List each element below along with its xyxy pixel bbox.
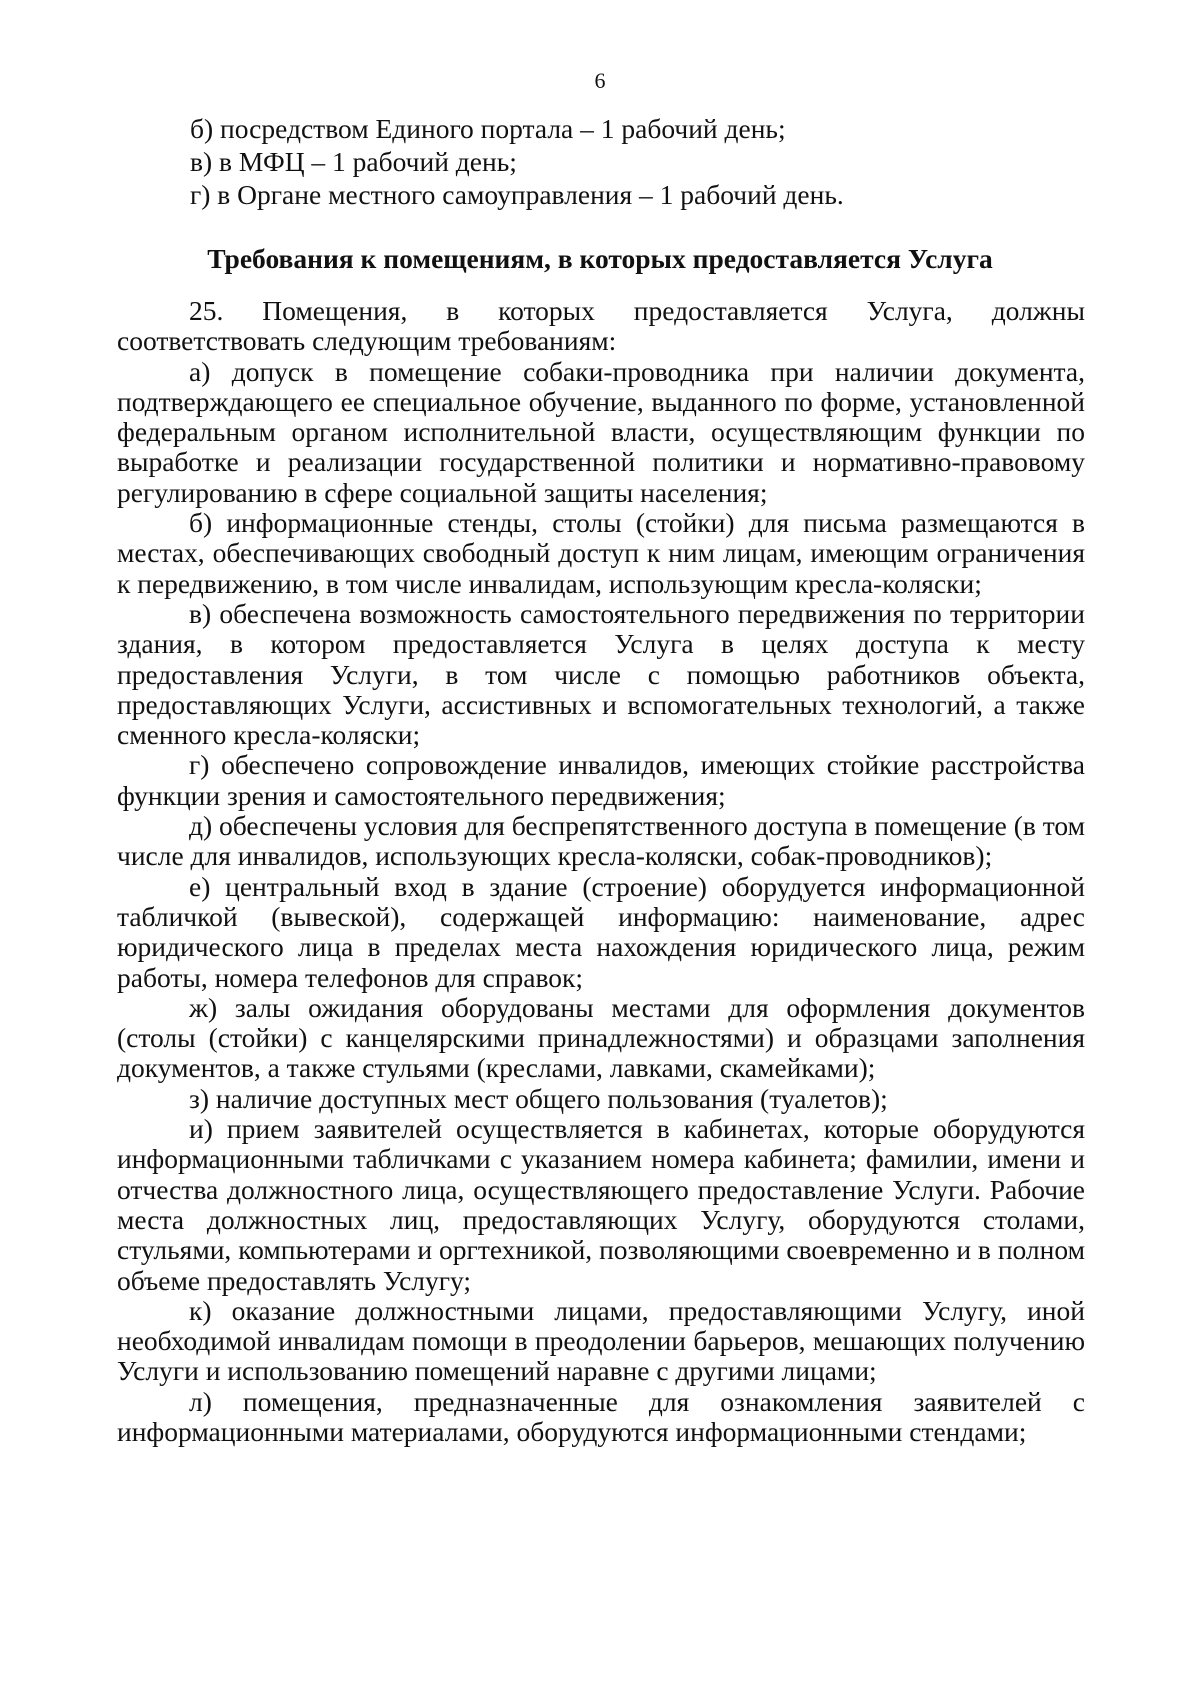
paragraph-item-z: з) наличие доступных мест общего пользования (туалетов); [189,1082,888,1114]
section-heading: Требования к помещениям, в которых предоставляется Услуга [207,243,993,274]
deadline-item: б) посредством Единого портала – 1 рабочий день; [190,113,786,144]
paragraph-item-v: в) обеспечена возможность самостоятельного передвижения по территории здания, в котором предоставляется Услуга в целях доступа к месту предоставления Услуги, в том числе с помощью работников объекта, предоставляющих Услуги, ассистивных и вспомогательных технологий, а также сменного кресла-коляски; [117,597,1085,751]
deadline-list [190,112,1090,211]
paragraph-25-intro: 25. Помещения, в которых предоставляется Услуга, должны соответствовать следующим требованиям: [117,295,1085,357]
paragraph-item-a: а) допуск в помещение собаки-проводника при наличии документа, подтверждающего ее специальное обучение, выданного по форме, установленной федеральным органом исполнительной власти, осуществляющим функции по выработке и реализации государственной политики и нормативно-правовому регулированию в сфере социальной защиты населения; [117,355,1085,508]
paragraph-item-k: к) оказание должностными лицами, предоставляющими Услугу, иной необходимой инвалидам помощи в преодолении барьеров, мешающих получению Услуги и использованию помещений наравне с другими лицами; [117,1294,1085,1387]
paragraph-item-d: д) обеспечены условия для беспрепятственного доступа в помещение (в том числе для инвалидов, использующих кресла-коляски, собак-проводников); [117,810,1085,872]
document-body [117,296,1085,1447]
paragraph-item-zh: ж) залы ожидания оборудованы местами для оформления документов (столы (стойки) с канцелярскими принадлежностями) и образцами заполнения документов, а также стульями (креслами, лавками, скамейками); [117,991,1085,1084]
deadline-item: г) в Органе местного самоуправления – 1 рабочий день. [190,179,844,210]
paragraph-item-b: б) информационные стенды, столы (стойки) для письма размещаются в местах, обеспечивающих свободный доступ к ним лицам, имеющим ограничения к передвижению, в том числе инвалидам, использующим кресла-коляски; [117,507,1085,599]
paragraph-item-g: г) обеспечено сопровождение инвалидов, имеющих стойкие расстройства функции зрения и самостоятельного передвижения; [117,749,1085,811]
paragraph-item-i: и) прием заявителей осуществляется в кабинетах, которые оборудуются информационными табличками с указанием номера кабинета; фамилии, имени и отчества должностного лица, осуществляющего предоставление Услуги. Рабочие места должностных лиц, предоставляющих Услугу, оборудуются столами, стульями, компьютерами и оргтехникой, позволяющими своевременно и в полном объеме предоставлять Услугу; [117,1113,1085,1296]
page-number: 6 [594,68,606,93]
deadline-item: в) в МФЦ – 1 рабочий день; [190,146,517,177]
paragraph-item-l: л) помещения, предназначенные для ознакомления заявителей с информационными материалами, оборудуются информационными стендами; [117,1385,1085,1447]
paragraph-item-e: е) центральный вход в здание (строение) оборудуется информационной табличкой (вывеской), содержащей информацию: наименование, адрес юридического лица в пределах места нахождения юридического лица, режим работы, номера телефонов для справок; [117,870,1085,993]
